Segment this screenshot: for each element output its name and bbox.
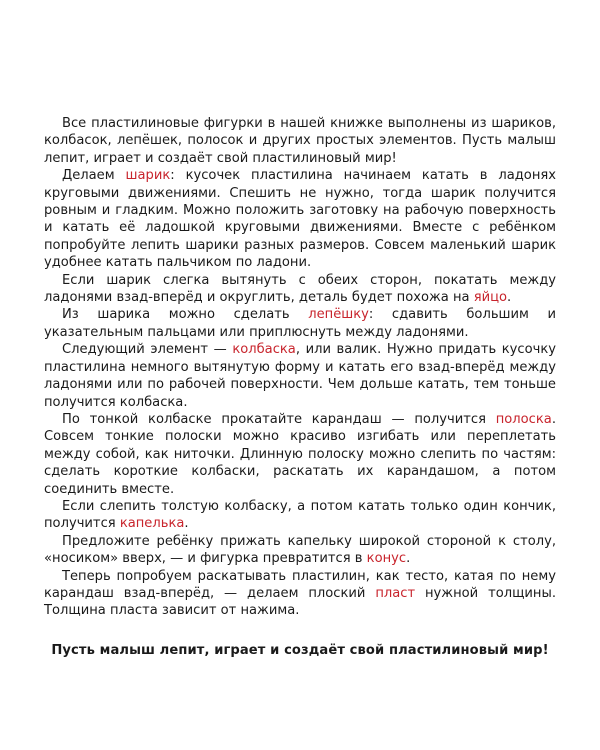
- text-segment: Если шарик слегка вытянуть с обеих сторон, покатать между ладонями взад-вперёд и округлить, деталь будет похожа на: [44, 272, 556, 306]
- paragraph-sausage: [44, 341, 556, 411]
- paragraph-ball: [44, 167, 556, 271]
- highlight-term-sheet: пласт: [375, 585, 416, 601]
- document-page: [44, 115, 556, 659]
- highlight-term-flatcake: лепёшку: [308, 307, 369, 323]
- text-segment: : сдавить большим и указательным пальцами или приплюснуть между ладонями.: [44, 307, 557, 340]
- closing-slogan: Пусть малыш лепит, играет и создаёт свой пластилиновый мир!: [51, 642, 549, 658]
- text-segment: .: [406, 551, 411, 567]
- highlight-term-strip: полоска: [495, 411, 552, 427]
- highlight-term-egg: яйцо: [473, 290, 508, 306]
- text-segment: Следующий элемент —: [62, 342, 233, 358]
- text-segment: Делаем: [62, 168, 126, 184]
- highlight-term-ball: шарик: [125, 168, 171, 184]
- text-segment: По тонкой колбаске прокатайте карандаш — получится: [62, 411, 496, 427]
- text-segment: , или валик. Нужно придать кусочку пластилина немного вытянутую форму и катать его взад-вперёд между ладонями или по рабочей поверхности. Чем дольше катать, тем тоньше получится колбаска.: [44, 342, 557, 410]
- text-segment: нужной толщины. Толщина пласта зависит от нажима.: [44, 585, 556, 619]
- text-segment: .: [184, 516, 189, 532]
- highlight-term-drop: капелька: [119, 516, 185, 532]
- text-segment: Если слепить толстую колбаску, а потом катать только один кончик, получится: [44, 498, 556, 532]
- paragraph-intro: [44, 115, 556, 167]
- text-segment: Все пластилиновые фигурки в нашей книжке выполнены из шариков, колбасок, лепёшек, полосок и других простых элементов. Пусть малыш лепит, играет и создаёт свой пластилиновый мир!: [44, 116, 556, 166]
- text-segment: Теперь попробуем раскатывать пластилин, как тесто, катая по нему карандаш взад-вперёд, — делаем плоский: [44, 568, 556, 601]
- paragraph-egg: [44, 272, 556, 307]
- highlight-term-sausage: колбаска: [232, 342, 296, 358]
- text-segment: . Совсем тонкие полоски можно красиво изгибать или переплетать между собой, как ниточки. Длинную полоску можно слепить по частям: сделать короткие колбаски, раскатать их карандашом, а потом соединить вместе.: [44, 411, 556, 497]
- paragraph-flatcake: [44, 306, 556, 341]
- paragraph-drop: [44, 498, 556, 533]
- highlight-term-cone: конус: [366, 551, 407, 567]
- text-segment: Предложите ребёнку прижать капельку широкой стороной к столу, «носиком» вверх, — и фигурка превратится в: [44, 533, 556, 567]
- paragraph-sheet: [44, 568, 556, 620]
- paragraph-strip: [44, 411, 556, 498]
- paragraph-cone: [44, 533, 556, 568]
- text-segment: : кусочек пластилина начинаем катать в ладонях круговыми движениями. Спешить не нужно, тогда шарик получится ровным и гладким. Можно положить заготовку на рабочую поверхность и катать её ладошкой круговыми движениями. Вместе с ребёнком попробуйте лепить шарики разных размеров. Совсем маленький шарик удобнее катать пальчиком по ладони.: [44, 168, 556, 271]
- text-segment: .: [507, 290, 512, 306]
- text-segment: Из шарика можно сделать: [62, 307, 309, 323]
